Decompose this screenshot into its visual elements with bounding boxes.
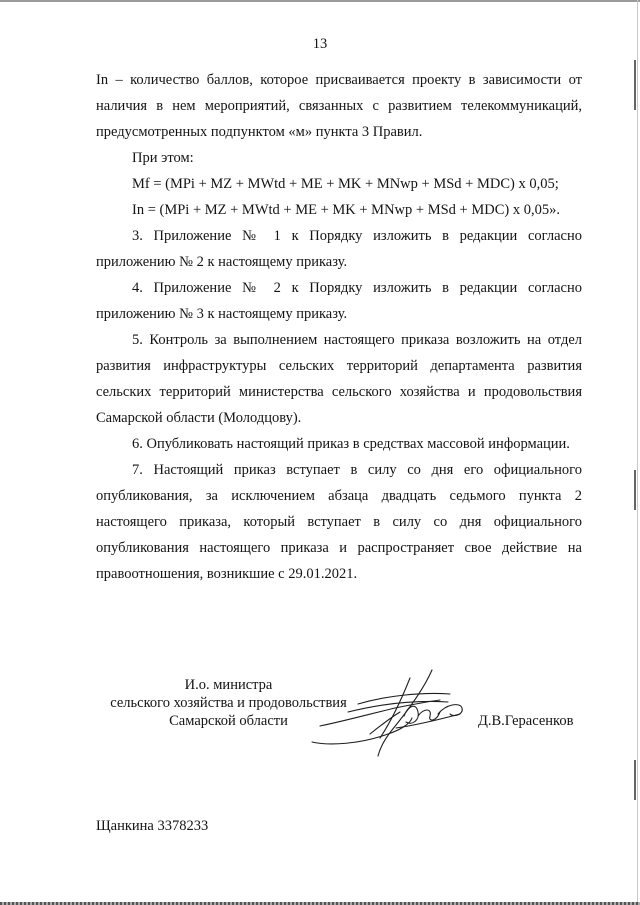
- handwritten-signature: [300, 668, 480, 763]
- item-6: 6. Опубликовать настоящий приказ в средствах массовой информации.: [132, 436, 570, 452]
- item-5: 5. Контроль за выполнением настоящего приказа возложить на отдел развития инфраструктуры сельских территорий департамента развития сельских территорий министерства сельского хозяйства и продовольствия Самарской области (Молодцову).: [96, 332, 582, 426]
- formula-in: In = (MPi + MZ + MWtd + ME + MK + MNwp + MSd + MDC) x 0,05».: [132, 202, 560, 218]
- item-4: 4. Приложение № 2 к Порядку изложить в редакции согласно приложению № 3 к настоящему приказу.: [96, 280, 582, 322]
- page-number: 13: [312, 36, 328, 52]
- scan-mark: [634, 760, 636, 800]
- page-top-edge: [0, 0, 640, 2]
- paragraph-in-definition: In – количество баллов, которое присваивается проекту в зависимости от наличия в нем мероприятий, связанных с развитием телекоммуникаций, предусмотренных подпунктом «м» пункта 3 Правил.: [96, 72, 582, 140]
- document-body: [96, 67, 582, 587]
- signatory-title-line: И.о. министра: [184, 677, 273, 693]
- formula-mf: Mf = (MPi + MZ + MWtd + ME + MK + MNwp + MSd + MDC) x 0,05;: [132, 176, 559, 192]
- paragraph-pri-etom: При этом:: [132, 150, 194, 166]
- signatory-title-line: сельского хозяйства и продовольствия: [110, 695, 347, 711]
- item-7: 7. Настоящий приказ вступает в силу со дня его официального опубликования, за исключением абзаца двадцать седьмого пункта 2 настоящего приказа, который вступает в силу со дня официального опубликования настоящего приказа и распространяет свое действие на правоотношения, возникшие с 29.01.2021.: [96, 462, 582, 582]
- page-right-edge: [637, 0, 638, 905]
- scan-mark: [634, 60, 636, 110]
- contact-info: Щанкина 3378233: [96, 818, 209, 834]
- scan-mark: [634, 470, 636, 510]
- signatory-title-line: Самарской области: [169, 713, 288, 729]
- item-3: 3. Приложение № 1 к Порядку изложить в редакции согласно приложению № 2 к настоящему приказу.: [96, 228, 582, 270]
- signatory-name: Д.В.Герасенков: [478, 713, 574, 729]
